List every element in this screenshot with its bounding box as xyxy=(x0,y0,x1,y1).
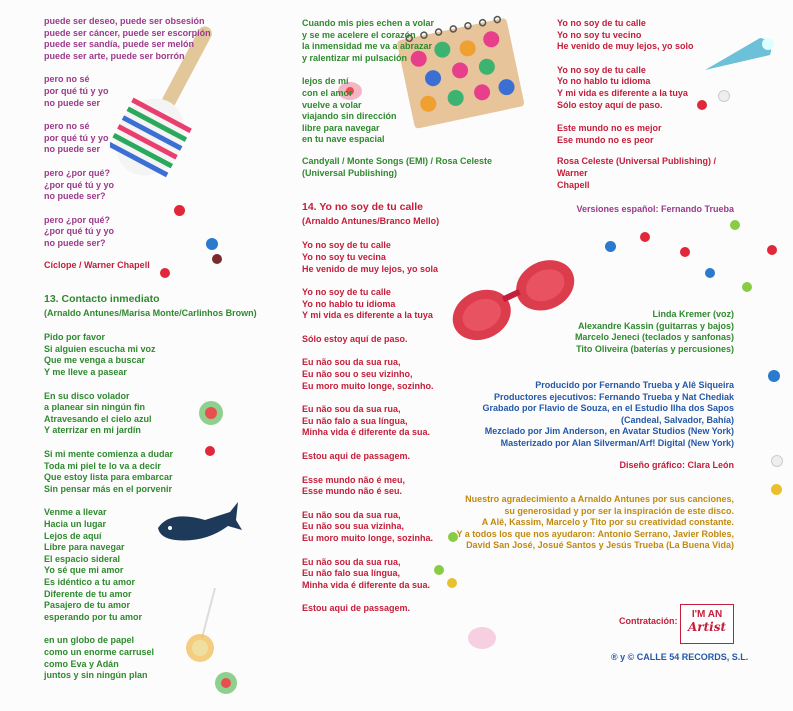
credit-line: Chapell xyxy=(557,179,590,190)
lyric-line: Y me lleve a pasear xyxy=(44,367,127,378)
stanza xyxy=(44,121,274,156)
lyric-line: Esse mundo não é seu. xyxy=(302,486,403,497)
musicians-list xyxy=(480,309,734,355)
lyric-line: Yo no soy tu vecino xyxy=(557,29,642,40)
copyright-text: ® y © CALLE 54 RECORDS, S.L. xyxy=(611,652,749,662)
lyric-line: Eu não falo a sua língua, xyxy=(302,415,408,426)
lyric-line: y ralentizar mi pulsación xyxy=(302,52,408,63)
lyric-line: Eu não sou o seu vizinho, xyxy=(302,369,413,380)
stanza xyxy=(44,168,274,203)
credit-line: (Universal Publishing) xyxy=(302,167,398,178)
lyric-line: Y mi vida es diferente a la tuya xyxy=(302,310,433,321)
song-14-title: 14. Yo no soy de tu calle xyxy=(302,201,423,214)
thanks-text xyxy=(440,494,734,552)
lyric-line: viajando sin dirección xyxy=(302,111,397,122)
column-1 xyxy=(44,16,274,694)
lyric-line: ¿por qué tú y yo xyxy=(44,179,115,190)
lyric-line: y se me acelere el corazón xyxy=(302,29,416,40)
lyric-line: Venme a llevar xyxy=(44,507,107,518)
lyric-line: Hacia un lugar xyxy=(44,519,107,529)
lyric-line: a planear sin ningún fin xyxy=(44,402,146,413)
text-line: Producido por Fernando Trueba y Alê Siqueira xyxy=(535,380,734,390)
lyric-line: puede ser sandía, puede ser melón xyxy=(44,39,195,50)
lyric-line: Pido por favor xyxy=(44,332,106,343)
text-line: A Alê, Kassim, Marcelo y Tito por su creatividad constante. xyxy=(481,517,734,528)
lyric-line: por qué tú y yo xyxy=(44,85,109,96)
stanza xyxy=(302,18,532,64)
lyric-line: Sin pensar más en el porvenir xyxy=(44,483,173,494)
candy-icon xyxy=(705,268,715,278)
lyric-line: puede ser deseo, puede ser obsesión xyxy=(44,16,205,26)
candy-icon xyxy=(767,245,777,255)
text-line: Linda Kremer (voz) xyxy=(652,309,734,319)
lyric-line: Que me venga a buscar xyxy=(44,355,146,366)
lyric-line: en tu nave espacial xyxy=(302,134,385,145)
lyric-line: Yo no soy tu vecina xyxy=(302,251,386,262)
lyric-line: Toda mi piel te lo va a decir xyxy=(44,460,161,471)
credit-text xyxy=(302,156,532,179)
text-line: Tito Oliveira (baterías y percusiones) xyxy=(576,343,734,354)
lyric-line: Y aterrizar en mi jardín xyxy=(44,425,141,436)
stanza xyxy=(44,507,274,623)
lyric-line: Pasajero de tu amor xyxy=(44,600,131,611)
lyric-line: Eu moro muito longe, sozinho. xyxy=(302,380,434,391)
text-line: Y a todos los que nos ayudaron: Antonio Serrano, Javier Robles, xyxy=(456,528,734,539)
candy-icon xyxy=(730,220,740,230)
logo-line: I'M AN xyxy=(691,609,723,620)
lyric-line: Este mundo no es mejor xyxy=(557,123,662,134)
lyric-line: Cuando mis pies echen a volar xyxy=(302,18,435,28)
lyric-line: pero ¿por qué? xyxy=(44,214,110,225)
stanza xyxy=(44,635,274,681)
lyric-line: puede ser arte, puede ser borrón xyxy=(44,50,185,61)
lyric-line: Es idéntico a tu amor xyxy=(44,576,136,587)
lyric-line: Eu não sou da sua rua, xyxy=(302,509,401,520)
lyric-line: por qué tú y yo xyxy=(44,132,109,143)
contract-label: Contratación: xyxy=(619,616,678,626)
candy-icon xyxy=(742,282,752,292)
lyric-line: Yo no soy de tu calle xyxy=(557,18,646,28)
lyric-line: pero ¿por qué? xyxy=(44,167,110,178)
lyric-line: lejos de mí xyxy=(302,76,349,87)
lyric-line: Estou aqui de passagem. xyxy=(302,603,411,614)
lyric-line: Minha vida é diferente da sua. xyxy=(302,579,431,590)
candy-icon xyxy=(768,370,780,382)
lyric-line: como Eva y Adán xyxy=(44,658,119,669)
credit-text: Cíclope / Warner Chapell xyxy=(44,259,150,270)
lyric-line: Yo no soy de tu calle xyxy=(302,240,391,251)
stanza xyxy=(557,123,737,146)
stanza xyxy=(557,65,737,111)
lyric-line: Yo no soy de tu calle xyxy=(302,287,391,298)
lyric-line: Minha vida é diferente da sua. xyxy=(302,427,431,438)
lyric-line: El espacio sideral xyxy=(44,553,121,564)
text-line: (Candeal, Salvador, Bahía) xyxy=(620,414,734,425)
design-credit: Diseño gráfico: Clara León xyxy=(619,460,734,470)
lyric-line: He venido de muy lejos, yo solo xyxy=(557,41,694,52)
lyric-line: como un enorme carrusel xyxy=(44,646,155,657)
stanza xyxy=(44,215,274,250)
lyric-line: Eu não falo sua língua, xyxy=(302,568,401,579)
stanza xyxy=(557,18,737,53)
lyric-line: Diferente de tu amor xyxy=(44,588,132,599)
lyric-line: Si alguien escucha mi voz xyxy=(44,343,156,354)
lyric-line: Yo sé que mi amor xyxy=(44,565,124,576)
lyrics-song-13 xyxy=(44,332,274,681)
stanza xyxy=(302,557,532,592)
lyrics-top xyxy=(44,16,274,250)
lyric-line: Ese mundo no es peor xyxy=(557,134,654,145)
lyric-line: Eu não sou da sua rua, xyxy=(302,357,401,368)
lyric-line: libre para navegar xyxy=(302,122,380,133)
stanza xyxy=(44,16,274,62)
lyric-line: Eu não sou da sua rua, xyxy=(302,404,401,415)
lyric-line: no puede ser xyxy=(44,144,101,155)
candy-icon xyxy=(771,484,782,495)
lyric-line: Yo no hablo tu idioma xyxy=(302,298,396,309)
versions-credit: Versiones español: Fernando Trueba xyxy=(576,204,734,214)
stanza xyxy=(44,449,274,495)
credit-line: Candyall / Monte Songs (EMI) / Rosa Celeste xyxy=(302,155,493,166)
production-credits xyxy=(460,380,734,450)
credit-line: Rosa Celeste (Universal Publishing) / Warner xyxy=(557,156,717,178)
lyric-line: Atravesando el cielo azul xyxy=(44,413,152,424)
lyric-line: Eu não sou sua vizinha, xyxy=(302,521,405,532)
lyric-line: Que estoy lista para embarcar xyxy=(44,472,173,483)
stanza xyxy=(302,240,532,275)
text-line: Productores ejecutivos: Fernando Trueba y Nat Chediak xyxy=(493,391,734,402)
text-line: Grabado por Flavio de Souza, en el Estudio Ilha dos Sapos xyxy=(482,403,734,414)
candy-icon xyxy=(605,241,616,252)
lyric-line: Yo no hablo tu idioma xyxy=(557,76,651,87)
text-line: Mezclado por Jim Anderson, en Avatar Studios (New York) xyxy=(484,426,734,437)
column-3 xyxy=(557,18,737,214)
stanza xyxy=(44,332,274,378)
lyric-line: la inmensidad me va a abrazar xyxy=(302,41,433,52)
lyric-line: Y mi vida es diferente a la tuya xyxy=(557,87,688,98)
candy-icon xyxy=(771,455,783,467)
stanza xyxy=(302,76,532,146)
stanza xyxy=(44,74,274,109)
lyric-line: Libre para navegar xyxy=(44,542,125,553)
lyric-line: puede ser cáncer, puede ser escorpión xyxy=(44,27,211,38)
lyric-line: Si mi mente comienza a dudar xyxy=(44,449,174,460)
candy-icon xyxy=(640,232,650,242)
stanza xyxy=(44,391,274,437)
song-14-authors: (Arnaldo Antunes/Branco Mello) xyxy=(302,215,440,226)
lyric-line: no puede ser? xyxy=(44,237,106,248)
text-line: su generosidad y por ser la inspiración de este disco. xyxy=(504,505,734,516)
lyric-line: pero no sé xyxy=(44,121,90,132)
song-13-authors: (Arnaldo Antunes/Marisa Monte/Carlinhos Brown) xyxy=(44,307,257,318)
lyric-line: Lejos de aquí xyxy=(44,530,102,541)
lyric-line: esperando por tu amor xyxy=(44,611,143,622)
credit-text xyxy=(557,156,737,191)
lyric-line: Estou aqui de passagem. xyxy=(302,451,411,462)
logo-line: Artist xyxy=(687,620,727,634)
text-line: Nuestro agradecimiento a Arnaldo Antunes por sus canciones, xyxy=(465,494,734,504)
lyric-line: no puede ser xyxy=(44,97,101,108)
lyric-line: en un globo de papel xyxy=(44,635,134,646)
song-13-title: 13. Contacto inmediato xyxy=(44,293,160,306)
text-line: Alexandre Kassin (guitarras y bajos) xyxy=(577,320,734,331)
lyrics-top xyxy=(302,18,532,146)
lyric-line: Eu moro muito longe, sozinha. xyxy=(302,533,434,543)
lyric-line: Eu não sou da sua rua, xyxy=(302,556,401,567)
lyric-line: con el amor xyxy=(302,87,353,98)
lyric-line: Sólo estoy aquí de paso. xyxy=(302,333,408,344)
lyric-line: no puede ser? xyxy=(44,191,106,202)
lyric-line: He venido de muy lejos, yo sola xyxy=(302,263,439,274)
text-line: Masterizado por Alan Silverman/Arf! Digital (New York) xyxy=(500,437,734,448)
lyrics-song-14-continued xyxy=(557,18,737,146)
lyric-line: pero no sé xyxy=(44,74,90,85)
lyric-line: vuelve a volar xyxy=(302,99,362,110)
lyric-line: En su disco volador xyxy=(44,390,130,401)
lyric-line: juntos y sin ningún plan xyxy=(44,670,148,681)
text-line: Marcelo Jeneci (teclados y sanfonas) xyxy=(574,332,734,343)
stanza xyxy=(302,603,532,615)
lyric-line: Sólo estoy aquí de paso. xyxy=(557,99,663,110)
lyric-line: Yo no soy de tu calle xyxy=(557,64,646,75)
artist-logo xyxy=(680,604,734,644)
lyric-line: Esse mundo não é meu, xyxy=(302,474,406,485)
candy-icon xyxy=(680,247,690,257)
text-line: David San José, Josué Santos y Jesús Trueba (La Buena Vida) xyxy=(466,540,734,551)
lyric-line: ¿por qué tú y yo xyxy=(44,226,115,237)
